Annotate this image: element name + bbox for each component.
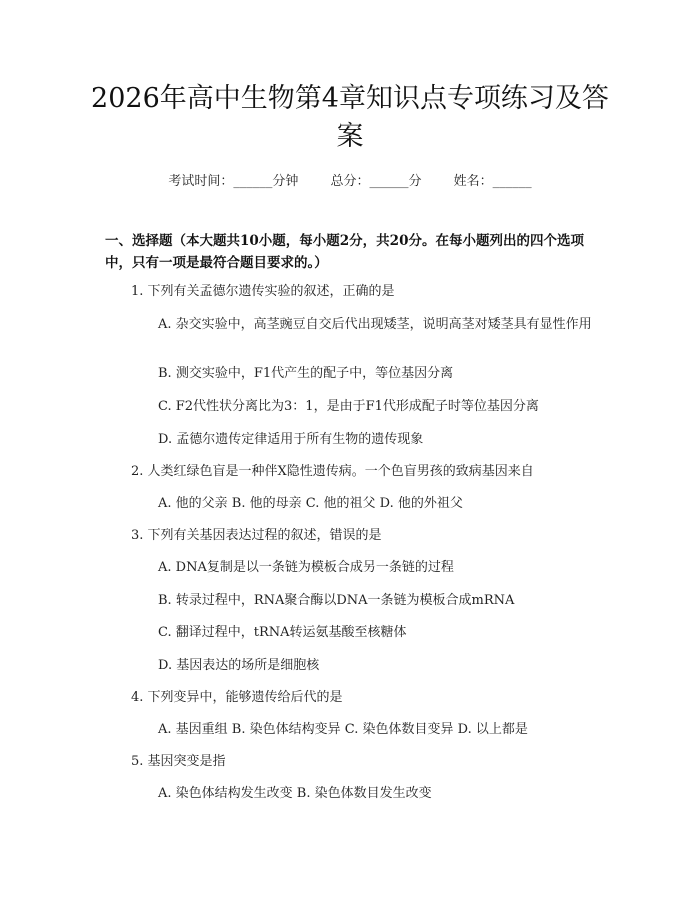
question-1-option-d: D. 孟德尔遗传定律适用于所有生物的遗传现象 <box>158 432 424 447</box>
question-2-stem: 2. 人类红绿色盲是一种伴X隐性遗传病。一个色盲男孩的致病基因来自 <box>131 464 534 479</box>
question-3-stem: 3. 下列有关基因表达过程的叙述，错误的是 <box>131 528 382 543</box>
question-5-stem: 5. 基因突变是指 <box>131 754 226 769</box>
question-4-stem: 4. 下列变异中，能够遗传给后代的是 <box>131 690 343 705</box>
section-heading: 一、选择题（本大题共10小题，每小题2分，共20分。在每小题列出的四个选项中，只有一项是最符合题目要求的。） <box>105 233 584 271</box>
question-1-option-a: A. 杂交实验中，高茎豌豆自交后代出现矮茎，说明高茎对矮茎具有显性作用 <box>158 317 592 332</box>
question-1-option-b: B. 测交实验中，F1代产生的配子中，等位基因分离 <box>158 366 454 381</box>
question-5-options: A. 染色体结构发生改变 B. 染色体数目发生改变 <box>158 786 432 801</box>
question-3-option-c: C. 翻译过程中，tRNA转运氨基酸至核糖体 <box>158 625 407 640</box>
exam-info-line <box>0 170 700 189</box>
total-score-field: 总分：______分 <box>330 174 422 189</box>
question-1-option-c: C. F2代性状分离比为3：1，是由于F1代形成配子时等位基因分离 <box>158 399 539 414</box>
document-title: 2026年高中生物第4章知识点专项练习及答案 <box>91 83 609 152</box>
question-3-option-b: B. 转录过程中，RNA聚合酶以DNA一条链为模板合成mRNA <box>158 593 515 608</box>
question-4-options: A. 基因重组 B. 染色体结构变异 C. 染色体数目变异 D. 以上都是 <box>158 722 528 737</box>
question-1-stem: 1. 下列有关孟德尔遗传实验的叙述，正确的是 <box>131 284 395 299</box>
question-3-option-a: A. DNA复制是以一条链为模板合成另一条链的过程 <box>158 560 454 575</box>
exam-time-field: 考试时间：______分钟 <box>168 174 299 189</box>
student-name-field: 姓名：______ <box>453 174 532 189</box>
question-3-option-d: D. 基因表达的场所是细胞核 <box>158 658 320 673</box>
question-2-options: A. 他的父亲 B. 他的母亲 C. 他的祖父 D. 他的外祖父 <box>158 496 463 511</box>
